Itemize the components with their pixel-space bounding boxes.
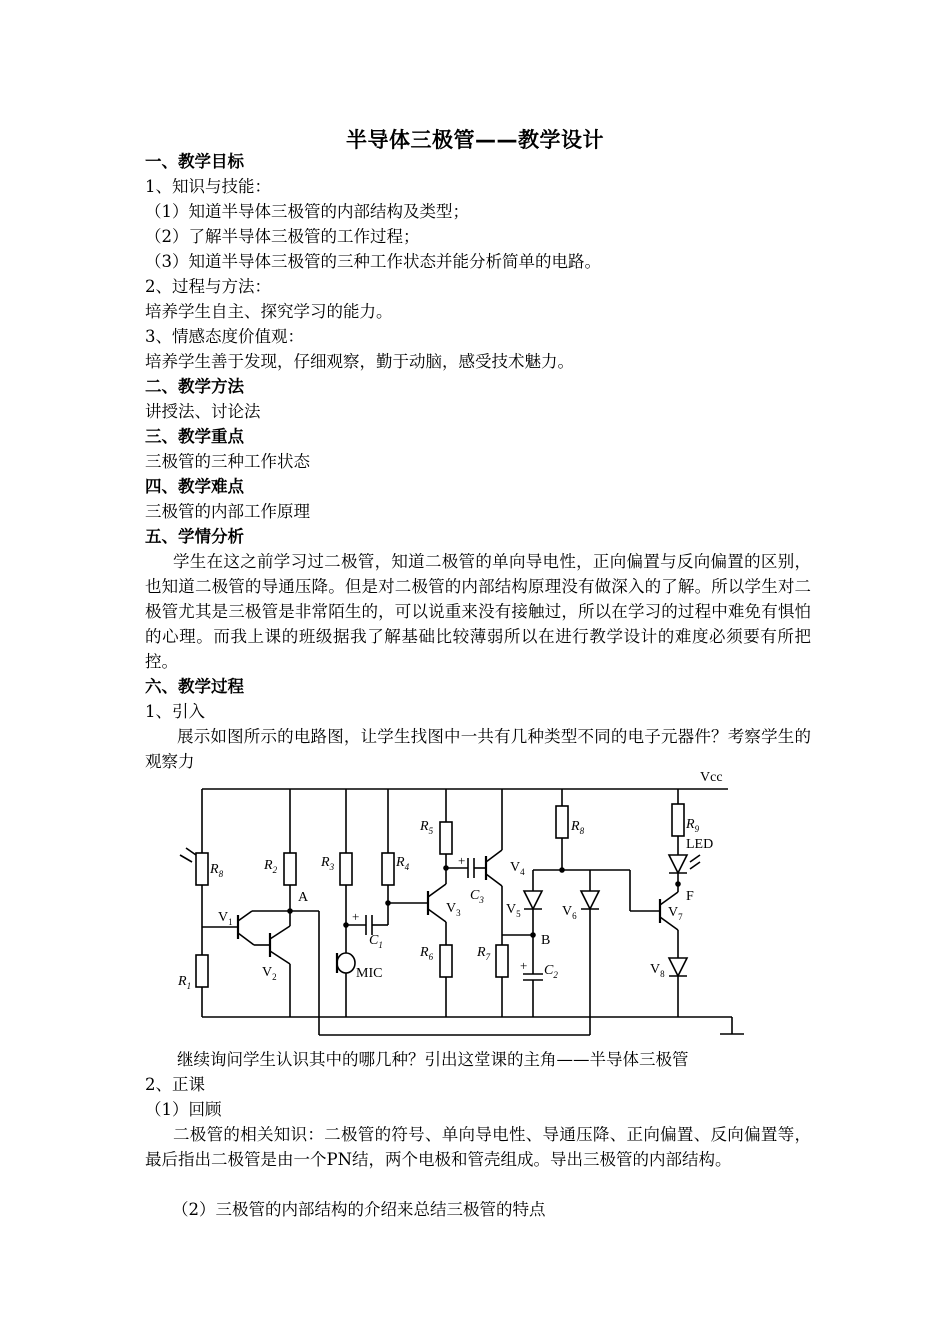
heading-teaching-method: 二、教学方法 xyxy=(145,377,244,396)
subheading-structure: （2）三极管的内部结构的介绍来总结三极管的特点 xyxy=(172,1200,546,1219)
label-c1: $C_1$ xyxy=(369,933,383,950)
label-v6: $V_6$ xyxy=(562,904,577,921)
goal-item-3: （3）知道半导体三极管的三种工作状态并能分析简单的电路。 xyxy=(145,252,601,271)
label-r1: $R_1$ xyxy=(178,974,192,991)
process-text: 培养学生自主、探究学习的能力。 xyxy=(145,302,393,321)
label-mic: MIC xyxy=(356,966,383,981)
label-c2: $C_2$ xyxy=(544,963,558,980)
label-c1-plus: + xyxy=(352,909,360,924)
difficulty-text: 三极管的内部工作原理 xyxy=(145,502,310,521)
intro-text: 展示如图所示的电路图，让学生找图中一共有几种类型不同的电子元器件？考察学生的观察力 xyxy=(145,727,811,771)
subheading-review: （1）回顾 xyxy=(145,1100,222,1119)
label-led: LED xyxy=(686,837,714,852)
method-text: 讲授法、讨论法 xyxy=(145,402,261,421)
label-r3: $R_3$ xyxy=(321,855,335,872)
label-node-f: F xyxy=(686,889,694,904)
label-v8: $V_8$ xyxy=(650,962,665,979)
label-v1: $V_1$ xyxy=(218,910,233,927)
label-r4: $R_4$ xyxy=(396,855,410,872)
document-title: 半导体三极管——教学设计 xyxy=(346,128,604,152)
label-r9: $R_9$ xyxy=(686,817,700,834)
label-node-b: B xyxy=(541,933,551,948)
label-r2: $R_2$ xyxy=(264,858,278,875)
label-v5: $V_5$ xyxy=(506,902,521,919)
label-v7: $V_7$ xyxy=(668,905,683,922)
subheading-main-lesson: 2、正课 xyxy=(145,1075,205,1094)
emotion-text: 培养学生善于发现，仔细观察，勤于动脑，感受技术魅力。 xyxy=(145,352,574,371)
subheading-process: 2、过程与方法： xyxy=(145,277,271,296)
heading-key-point: 三、教学重点 xyxy=(145,427,244,446)
goal-item-2: （2）了解半导体三极管的工作过程； xyxy=(145,227,420,246)
label-vcc: Vcc xyxy=(700,770,723,785)
heading-teaching-goals: 一、教学目标 xyxy=(145,152,244,171)
label-v4: $V_4$ xyxy=(510,860,525,877)
label-c3: $C_3$ xyxy=(470,888,484,905)
label-v2: $V_2$ xyxy=(262,965,277,982)
label-c2-plus: + xyxy=(520,958,528,973)
label-node-a: A xyxy=(298,890,309,905)
heading-teaching-process: 六、教学过程 xyxy=(145,677,244,696)
label-c3-plus: + xyxy=(458,853,466,868)
heading-student-analysis: 五、学情分析 xyxy=(145,527,244,546)
heading-difficulty: 四、教学难点 xyxy=(145,477,244,496)
label-r6: $R_6$ xyxy=(420,945,434,962)
label-r8-left: $R_8$ xyxy=(210,862,224,879)
subheading-knowledge: 1、知识与技能： xyxy=(145,177,271,196)
label-r7: $R_7$ xyxy=(477,945,491,962)
circuit-diagram xyxy=(170,766,750,1038)
after-circuit-text: 继续询问学生认识其中的哪几种？引出这堂课的主角——半导体三极管 xyxy=(177,1050,689,1069)
subheading-intro: 1、引入 xyxy=(145,702,205,721)
key-point-text: 三极管的三种工作状态 xyxy=(145,452,310,471)
student-analysis-text: 学生在这之前学习过二极管，知道二极管的单向导电性，正向偏置与反向偏置的区别，也知道二极管的导通压降。但是对二极管的内部结构原理没有做深入的了解。所以学生对二极管尤其是三极管是非常陌生的，可以说重来没有接触过，所以在学习的过程中难免有惧怕的心理。而我上课的班级据我了解基础比较薄弱所以在进行教学设计的难度必须要有所把控。 xyxy=(145,552,811,671)
label-r5: $R_5$ xyxy=(420,819,434,836)
review-text: 二极管的相关知识：二极管的符号、单向导电性、导通压降、正向偏置、反向偏置等，最后指出二极管是由一个PN结，两个电极和管壳组成。导出三极管的内部结构。 xyxy=(145,1125,811,1169)
subheading-emotion: 3、情感态度价值观： xyxy=(145,327,304,346)
goal-item-1: （1）知道半导体三极管的内部结构及类型； xyxy=(145,202,469,221)
label-r8-right: $R_8$ xyxy=(571,819,585,836)
label-v3: $V_3$ xyxy=(446,901,461,918)
